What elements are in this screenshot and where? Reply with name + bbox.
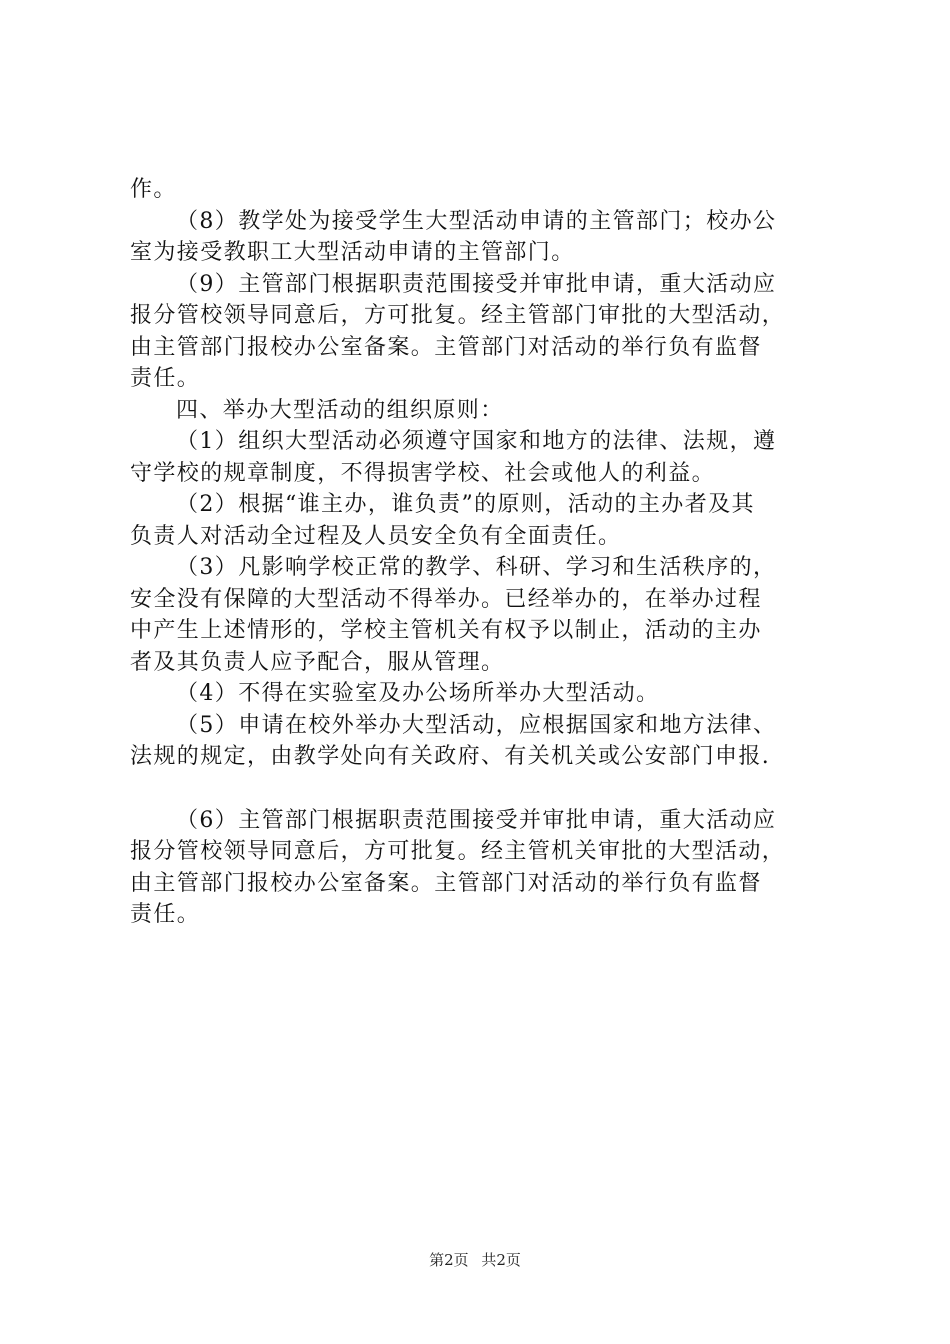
text-line: （5）申请在校外举办大型活动，应根据国家和地方法律、 [176, 712, 777, 738]
text-line: （8）教学处为接受学生大型活动申请的主管部门；校办公 [176, 208, 777, 234]
text-line: 作。 [130, 177, 177, 202]
text-line: （1）组织大型活动必须遵守国家和地方的法律、法规，遵 [176, 429, 777, 454]
paragraph-gap [130, 773, 835, 805]
text-line: 报分管校领导同意后，方可批复。经主管部门审批的大型活动， [130, 303, 786, 328]
text-line: （9）主管部门根据职责范围接受并审批申请，重大活动应 [176, 271, 777, 297]
document-body [130, 174, 835, 931]
text-line: 安全没有保障的大型活动不得举办。已经举办的，在举办过程 [130, 586, 762, 612]
text-line: 报分管校领导同意后，方可批复。经主管机关审批的大型活动， [130, 839, 786, 864]
text-line: 负责人对活动全过程及人员安全负有全面责任。 [130, 523, 622, 549]
page-number: 第2页 [429, 1251, 469, 1269]
page-total: 共2页 [481, 1251, 521, 1269]
text-line: （4）不得在实验室及办公场所举办大型活动。 [176, 681, 660, 706]
text-line: （3）凡影响学校正常的教学、科研、学习和生活秩序的， [176, 555, 777, 580]
text-line: 责任。 [130, 902, 201, 927]
text-line: 由主管部门报校办公室备案。主管部门对活动的举行负有监督 [130, 334, 762, 360]
page-footer [0, 1250, 950, 1270]
text-line: 者及其负责人应予配合，服从管理。 [130, 649, 505, 675]
text-line: 室为接受教职工大型活动申请的主管部门。 [130, 240, 575, 265]
text-line: （6）主管部门根据职责范围接受并审批申请，重大活动应 [176, 807, 777, 833]
text-line: 四、举办大型活动的组织原则： [176, 397, 504, 423]
text-line: 中产生上述情形的，学校主管机关有权予以制止，活动的主办 [130, 618, 762, 643]
text-line: 由主管部门报校办公室备案。主管部门对活动的举行负有监督 [130, 870, 762, 896]
text-line: 法规的规定，由教学处向有关政府、有关机关或公安部门申报. [130, 744, 771, 769]
text-line: 责任。 [130, 366, 201, 391]
text-line: （2）根据“谁主办，谁负责”的原则，活动的主办者及其 [176, 492, 755, 517]
text-line: 守学校的规章制度，不得损害学校、社会或他人的利益。 [130, 460, 716, 486]
